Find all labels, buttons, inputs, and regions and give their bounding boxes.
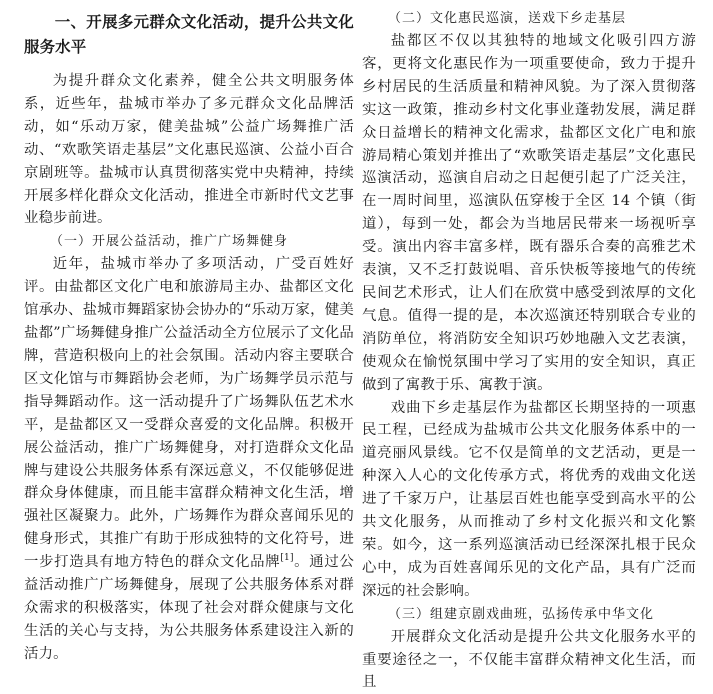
paragraph-opera-to-countryside: 戏曲下乡走基层作为盐都区长期坚持的一项惠民工程，已经成为盐城市公共文化服务体系中的一道亮丽风景线。它不仅是简单的文艺活动，更是一种深入人心的文化传承方式，将优秀的戏曲文化送进了千家万户，让基层百姓也能享受到高水平的公共文化服务，从而推动了乡村文化振兴和文化繁荣。如今，这一系列巡演活动已经深深扎根于民众心中，成为百姓喜闻乐见的文化产品，具有广泛而深远的社会影响。 xyxy=(362,399,696,599)
subheading-peking-opera-class: （三）组建京剧戏曲班，弘扬传承中华文化 xyxy=(388,606,655,622)
right-column xyxy=(362,0,696,694)
subheading-square-dance: （一）开展公益活动，推广广场舞健身 xyxy=(50,234,289,250)
subheading-touring-performance: （二）文化惠民巡演，送戏下乡走基层 xyxy=(388,11,627,26)
left-column xyxy=(24,0,354,666)
paragraph-peking-opera-class: 开展群众文化活动是提升公共文化服务水平的重要途径之一，不仅能丰富群众精神文化生活，而且 xyxy=(362,628,696,691)
paragraph-square-dance xyxy=(24,253,354,665)
paragraph-square-dance-text-2: 。通过公益活动推广广场舞健身，展现了公共服务体系对群众需求的积极落实，体现了社会对群众健康与文化生活的关心与支持，为公共服务体系建设注入新的活力。 xyxy=(24,554,354,662)
reference-marker[interactable]: [1] xyxy=(280,553,294,564)
section-heading: 一、开展多元群众文化活动，提升公共文化服务水平 xyxy=(24,13,354,56)
paragraph-touring-performance: 盐都区不仅以其独特的地域文化吸引四方游客，更将文化惠民作为一项重要使命，致力于提升乡村居民的生活质量和精神风貌。为了深入贯彻落实这一政策，推动乡村文化事业蓬勃发展，满足群众日益增长的精神文化需求，盐都区文化广电和旅游局精心策划并推出了“欢歌笑语走基层”文化惠民巡演活动，巡演自启动之日起便引起了广泛关注，在一周时间里，巡演队伍穿梭于全区 14 个镇（街道），每到一处，都会为当地居民带来一场视听享受。演出内容丰富多样，既有器乐合奏的高雅艺术表演，又不乏打鼓说唱、音乐快板等接地气的传统民间艺术形式，让人们在欣赏中感受到浓厚的文化气息。值得一提的是，本次巡演还特别联合专业的消防单位，将消防安全知识巧妙地融入文艺表演，使观众在愉悦氛围中学习了实用的安全知识，真正做到了寓教于乐、寓教于演。 xyxy=(362,33,696,393)
paragraph-square-dance-text-1: 近年，盐城市举办了多项活动，广受百姓好评。由盐都区文化广电和旅游局主办、盐都区文化馆承办、盐城市舞蹈家协会协办的“乐动万家，健美盐都”广场舞健身推广公益活动全方位展示了文化品牌，营造积极向上的社会氛围。活动内容主要联合区文化馆与市舞蹈协会老师，为广场舞学员示范与指导舞蹈动作。这一活动提升了广场舞队伍艺术水平，是盐都区又一受群众喜爱的文化品牌。积极开展公益活动，推广广场舞健身，对打造群众文化品牌与建设公共服务体系有深远意义，不仅能够促进群众身体健康，而且能丰富群众精神文化生活，增强社区凝聚力。此外，广场舞作为群众喜闻乐见的健身形式，其推广有助于形成独特的文化符号，进一步打造具有地方特色的群众文化品牌 xyxy=(24,256,354,571)
intro-paragraph: 为提升群众文化素养，健全公共文明服务体系，近些年，盐城市举办了多元群众文化品牌活动，如“乐动万家，健美盐城”公益广场舞推广活动、“欢歌笑语走基层”文化惠民巡演、公益小百合京剧班等。盐城市认真贯彻落实党中央精神，持续开展多样化群众文化活动，推进全市新时代文艺事业稳步前进。 xyxy=(24,73,354,227)
